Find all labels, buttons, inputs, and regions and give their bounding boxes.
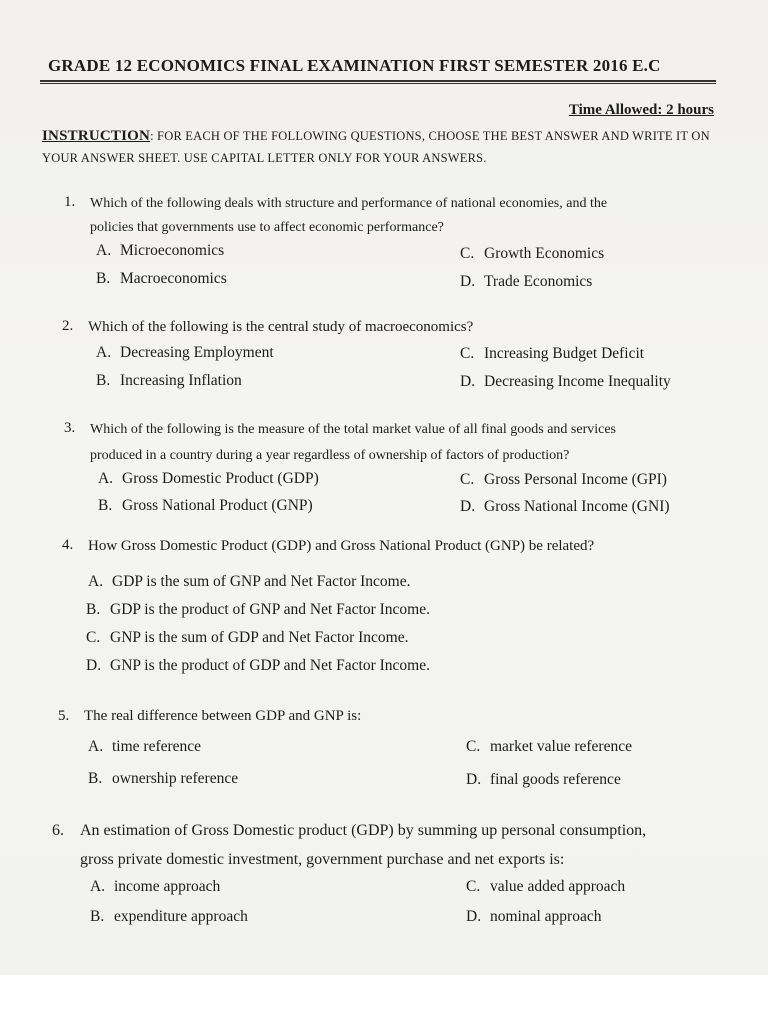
- option-b: B. Increasing Inflation: [96, 372, 242, 389]
- time-allowed: Time Allowed: 2 hours: [568, 102, 714, 118]
- option-b: B. GDP is the product of GNP and Net Factor Income.: [86, 601, 430, 618]
- option-b: B. Macroeconomics: [96, 270, 227, 287]
- option-c: C. Growth Economics: [460, 245, 605, 262]
- option-a: A. Decreasing Employment: [96, 344, 274, 361]
- question-text-line-1: Which of the following is the central study of macroeconomics?: [88, 319, 474, 335]
- option-c: C. value added approach: [466, 878, 626, 895]
- option-c: C. Gross Personal Income (GPI): [460, 471, 667, 488]
- option-b: B. Gross National Product (GNP): [98, 497, 313, 514]
- page-bottom-margin: [0, 975, 768, 1024]
- question-number: 3.: [64, 420, 76, 436]
- option-a: A. Microeconomics: [96, 242, 225, 259]
- question-number: 5.: [58, 708, 70, 724]
- question-number: 2.: [62, 318, 74, 334]
- question-text-line-1: An estimation of Gross Domestic product (GDP) by summing up personal consumption,: [80, 822, 647, 839]
- option-d: D. final goods reference: [466, 771, 621, 788]
- option-a: A. time reference: [88, 738, 202, 755]
- question-number: 4.: [62, 537, 74, 553]
- instruction-text: : FOR EACH OF THE FOLLOWING QUESTIONS, CHOOSE THE BEST ANSWER AND WRITE IT ON YOUR ANSWER SHEET. USE CAPITAL LETTER ONLY FOR YOUR ANSWERS.: [42, 129, 710, 165]
- option-d: D. Trade Economics: [460, 273, 593, 290]
- question-text-line-2: produced in a country during a year regardless of ownership of factors of production?: [90, 448, 570, 463]
- exam-title: GRADE 12 ECONOMICS FINAL EXAMINATION FIRST SEMESTER 2016 E.C: [48, 56, 661, 75]
- question-text-line-1: Which of the following deals with structure and performance of national economies, and the: [90, 196, 608, 211]
- option-a: A. income approach: [90, 878, 221, 895]
- question-number: 6.: [52, 822, 64, 839]
- option-d: D. nominal approach: [466, 908, 602, 925]
- question-number: 1.: [64, 194, 76, 210]
- question-text-line-1: How Gross Domestic Product (GDP) and Gross National Product (GNP) be related?: [88, 538, 595, 554]
- question-text-line-1: The real difference between GDP and GNP is:: [84, 708, 362, 724]
- option-d: D. Decreasing Income Inequality: [460, 373, 671, 390]
- option-c: C. Increasing Budget Deficit: [460, 345, 645, 362]
- option-d: D. Gross National Income (GNI): [460, 498, 670, 515]
- option-d: D. GNP is the product of GDP and Net Factor Income.: [86, 657, 430, 674]
- option-a: A. Gross Domestic Product (GDP): [98, 470, 319, 487]
- option-c: C. GNP is the sum of GDP and Net Factor Income.: [86, 629, 409, 646]
- option-b: B. expenditure approach: [90, 908, 248, 925]
- instruction: [42, 125, 722, 169]
- option-a: A. GDP is the sum of GNP and Net Factor Income.: [88, 573, 411, 590]
- title-underline: [40, 80, 716, 84]
- question-text-line-2: gross private domestic investment, government purchase and net exports is:: [80, 851, 565, 868]
- question-text-line-2: policies that governments use to affect economic performance?: [90, 220, 444, 235]
- option-c: C. market value reference: [466, 738, 632, 755]
- question-text-line-1: Which of the following is the measure of the total market value of all final goods and services: [90, 422, 617, 437]
- instruction-label: INSTRUCTION: [42, 128, 151, 144]
- option-b: B. ownership reference: [88, 770, 239, 787]
